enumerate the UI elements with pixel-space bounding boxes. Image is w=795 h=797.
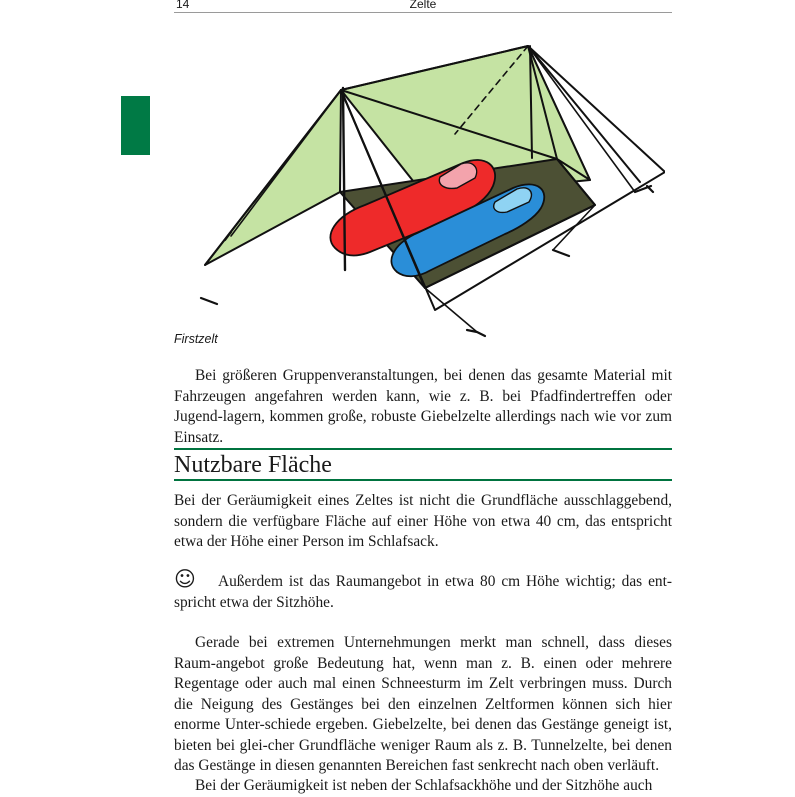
section-heading: Nutzbare Fläche	[174, 450, 672, 481]
page-number: 14	[176, 0, 190, 11]
paragraph-1: Bei größeren Gruppenveranstaltungen, bei denen das gesamte Material mit Fahrzeugen angefahren werden kann, wie z. B. bei Pfadfindertreffen oder Jugend-lagern, kommen große, robuste Giebelzelte allerdings nach wie vor zum Einsatz.	[174, 367, 672, 446]
chapter-thumb-tab	[121, 96, 150, 155]
tent-illustration	[195, 40, 665, 340]
smiley-icon: ☺	[174, 567, 196, 591]
paragraph-5: Bei der Geräumigkeit ist neben der Schlafsackhöhe und der Sitzhöhe auch	[195, 777, 653, 794]
figure-caption: Firstzelt	[174, 332, 218, 346]
guy-line-front	[425, 288, 477, 332]
paragraph-3-note: Außerdem ist das Raumangebot in etwa 80 cm Höhe wichtig; das ent-spricht etwa der Sitzhöhe.	[174, 573, 672, 611]
paragraph-4: Gerade bei extremen Unternehmungen merkt man schnell, dass dieses Raum-angebot große Bedeutung hat, wenn man z. B. einen oder mehrere Regentage oder auch mal einen Schneesturm im Zelt verbringen muss. Durch die Neigung des Gestänges bei den einzelnen Zeltformen können sich hier enorme Unter-schiede ergeben. Giebelzelte, bei denen das Gestänge geneigt ist, bieten bei glei-cher Grundfläche weniger Raum als z. B. Tunnelzelte, bei denen das Gestänge in diesen genannten Bereichen fast senkrecht nach oben verläuft.	[174, 634, 672, 774]
paragraph-2: Bei der Geräumigkeit eines Zeltes ist nicht die Grundfläche ausschlaggebend, sondern die verfügbare Fläche auf einer Höhe von etwa 40 cm, das entspricht etwa der Höhe einer Person im Schlafsack.	[174, 492, 672, 550]
chapter-title: Zelte	[409, 0, 437, 11]
page-header	[174, 0, 672, 13]
